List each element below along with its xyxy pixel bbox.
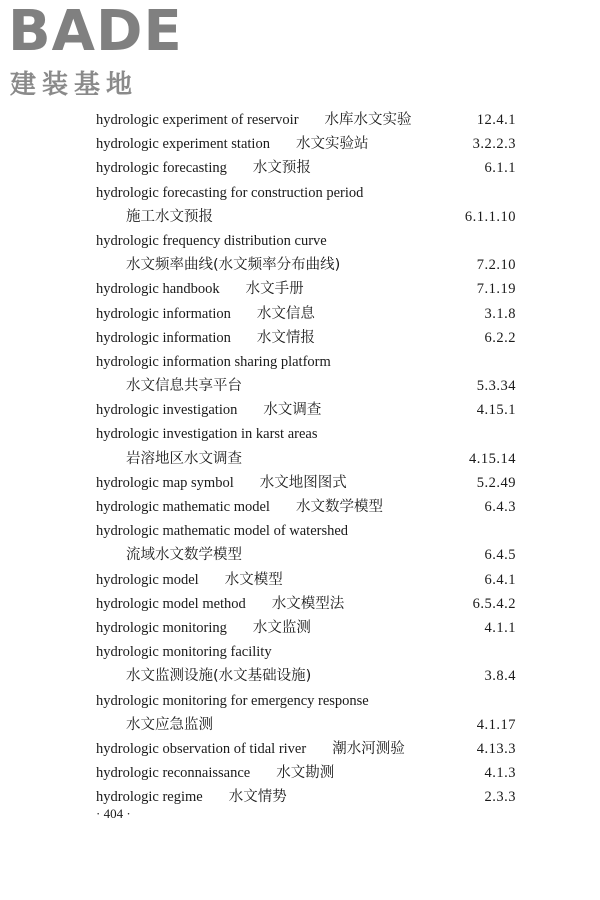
page-number: · 404 · xyxy=(96,806,131,821)
index-entry xyxy=(96,277,516,301)
entry-section-number: 4.13.3 xyxy=(476,740,516,757)
entry-section-number: 4.1.3 xyxy=(484,765,516,782)
entry-section-number: 12.4.1 xyxy=(476,112,516,128)
index-entry xyxy=(96,592,516,616)
entry-english-term: hydrologic monitoring for emergency response xyxy=(96,692,369,709)
index-entry xyxy=(96,713,516,737)
entry-english-term: hydrologic information xyxy=(96,305,231,322)
entry-section-number: 7.2.10 xyxy=(476,257,516,274)
entry-section-number: 6.4.3 xyxy=(484,499,516,515)
watermark-brand: BADE xyxy=(8,0,183,64)
entry-chinese-term: 水文信息共享平台 xyxy=(126,378,242,395)
index-entry xyxy=(96,640,516,664)
entry-chinese-term: 水文信息 xyxy=(256,305,315,322)
entry-chinese-term: 水文勘测 xyxy=(276,765,335,782)
entry-chinese-term: 水文监测 xyxy=(252,619,311,636)
entry-section-number: 5.3.34 xyxy=(476,378,516,395)
watermark-logo xyxy=(8,0,183,101)
entry-chinese-term: 施工水文预报 xyxy=(126,208,213,225)
index-entry xyxy=(96,205,516,229)
entry-chinese-term: 岩溶地区水文调查 xyxy=(126,450,242,467)
entry-english-term: hydrologic frequency distribution curve xyxy=(96,232,327,249)
entry-english-term: hydrologic experiment of reservoir xyxy=(96,112,299,128)
entry-chinese-term: 水文地图图式 xyxy=(259,474,347,491)
entry-section-number: 6.4.5 xyxy=(484,547,516,564)
entry-section-number: 4.1.1 xyxy=(484,619,516,636)
index-entry-list xyxy=(96,108,516,809)
entry-chinese-term: 水文情势 xyxy=(228,789,287,806)
index-entry xyxy=(96,519,516,543)
entry-english-term: hydrologic regime xyxy=(96,789,203,806)
index-entry xyxy=(96,447,516,471)
entry-section-number: 5.2.49 xyxy=(476,474,516,491)
index-entry xyxy=(96,326,516,350)
index-entry xyxy=(96,785,516,809)
index-entry xyxy=(96,495,516,519)
index-entry xyxy=(96,689,516,713)
watermark-subtitle: 建装基地 xyxy=(10,70,139,100)
index-entry xyxy=(96,422,516,446)
index-entry xyxy=(96,398,516,422)
entry-section-number: 6.4.1 xyxy=(484,571,516,588)
entry-chinese-term: 水文数学模型 xyxy=(295,499,383,515)
entry-section-number: 4.1.17 xyxy=(476,716,516,733)
index-entry xyxy=(96,543,516,567)
entry-chinese-term: 水文应急监测 xyxy=(126,716,213,733)
entry-chinese-term: 水文调查 xyxy=(263,402,322,419)
index-entry xyxy=(96,374,516,398)
index-entry xyxy=(96,253,516,277)
entry-chinese-term: 水文预报 xyxy=(252,160,311,177)
entry-chinese-term: 水库水文实验 xyxy=(324,112,412,128)
entry-chinese-term: 流域水文数学模型 xyxy=(126,547,242,564)
entry-section-number: 4.15.1 xyxy=(476,402,516,419)
index-entry xyxy=(96,156,516,180)
index-entry xyxy=(96,108,516,132)
index-entry xyxy=(96,302,516,326)
index-entry xyxy=(96,229,516,253)
index-entry xyxy=(96,350,516,374)
index-entry xyxy=(96,568,516,592)
index-entry xyxy=(96,616,516,640)
index-entry xyxy=(96,664,516,688)
entry-english-term: hydrologic mathematic model xyxy=(96,499,270,515)
entry-english-term: hydrologic investigation in karst areas xyxy=(96,426,318,443)
entry-english-term: hydrologic monitoring facility xyxy=(96,644,272,661)
entry-section-number: 6.1.1.10 xyxy=(464,208,516,225)
entry-section-number: 3.8.4 xyxy=(484,668,516,685)
entry-english-term: hydrologic experiment station xyxy=(96,136,270,153)
entry-section-number: 3.1.8 xyxy=(484,305,516,322)
entry-english-term: hydrologic map symbol xyxy=(96,474,234,491)
index-entry xyxy=(96,471,516,495)
index-entry xyxy=(96,737,516,761)
entry-english-term: hydrologic handbook xyxy=(96,281,220,298)
entry-english-term: hydrologic monitoring xyxy=(96,619,227,636)
entry-section-number: 6.1.1 xyxy=(484,160,516,177)
entry-section-number: 6.2.2 xyxy=(484,329,516,346)
index-entry xyxy=(96,181,516,205)
entry-section-number: 4.15.14 xyxy=(469,450,516,467)
entry-section-number: 7.1.19 xyxy=(476,281,516,298)
entry-chinese-term: 水文手册 xyxy=(245,281,304,298)
entry-section-number: 3.2.2.3 xyxy=(472,136,516,153)
entry-chinese-term: 水文监测设施(水文基础设施) xyxy=(126,668,312,685)
entry-english-term: hydrologic observation of tidal river xyxy=(96,740,307,757)
entry-chinese-term: 水文实验站 xyxy=(295,136,369,153)
entry-chinese-term: 潮水河测验 xyxy=(332,740,405,757)
entry-english-term: hydrologic mathematic model of watershed xyxy=(96,523,349,540)
entry-english-term: hydrologic forecasting xyxy=(96,160,227,177)
entry-section-number: 2.3.3 xyxy=(484,789,516,806)
entry-english-term: hydrologic model xyxy=(96,571,199,588)
entry-chinese-term: 水文模型 xyxy=(224,571,283,588)
entry-chinese-term: 水文频率曲线(水文频率分布曲线) xyxy=(126,257,341,274)
entry-chinese-term: 水文模型法 xyxy=(271,595,345,612)
entry-chinese-term: 水文情报 xyxy=(256,329,315,346)
entry-english-term: hydrologic forecasting for construction period xyxy=(96,184,364,201)
entry-english-term: hydrologic information xyxy=(96,329,231,346)
entry-english-term: hydrologic model method xyxy=(96,595,246,612)
index-entry xyxy=(96,761,516,785)
entry-section-number: 6.5.4.2 xyxy=(472,595,516,612)
entry-english-term: hydrologic investigation xyxy=(96,402,238,419)
entry-english-term: hydrologic reconnaissance xyxy=(96,765,251,782)
entry-english-term: hydrologic information sharing platform xyxy=(96,353,331,370)
index-entry xyxy=(96,132,516,156)
